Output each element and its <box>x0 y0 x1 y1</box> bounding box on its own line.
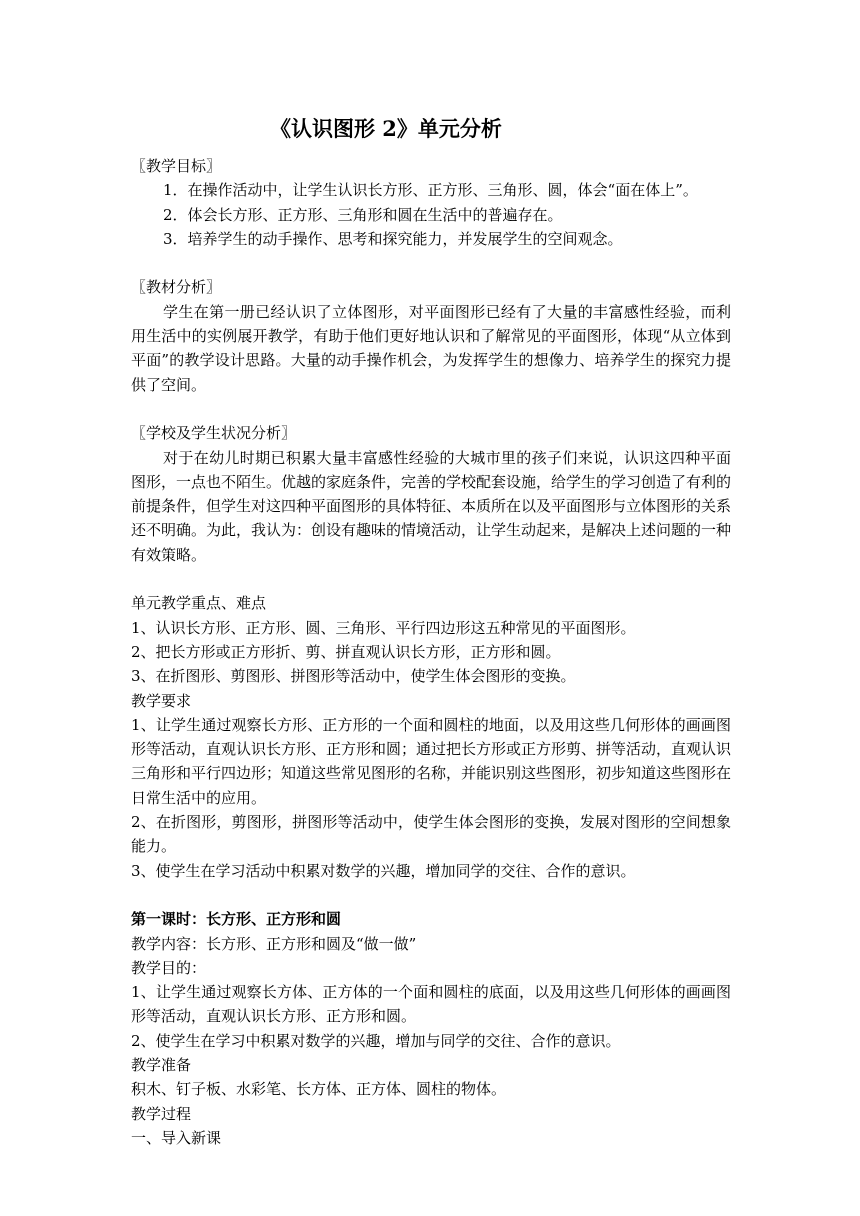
students-heading: 〖学校及学生状况分析〗 <box>131 424 297 443</box>
students-text: 对于在幼儿时期已积累大量丰富感性经验的大城市里的孩子们来说，认识这四种平面图形，一点也不陌生。优越的家庭条件，完善的学校配套设施，给学生的学习创造了有利的前提条件，但学生对这四种平面图形的具体特征、本质所在以及平面图形与立体图形的关系还不明确。为此，我认为：创设有趣味的情境活动，让学生动起来，是解决上述问题的一种有效策略。 <box>131 448 732 564</box>
document-page <box>131 114 731 1150</box>
lesson1-heading: 第一课时：长方形、正方形和圆 <box>131 910 342 929</box>
material-text: 学生在第一册已经认识了立体图形，对平面图形已经有了大量的丰富感性经验，而利用生活中的实例展开教学，有助于他们更好地认识和了解常见的平面图形，体现“从立体到平面”的教学设计思路。大量的动手操作机会，为发挥学生的想像力、培养学生的探究力提供了空间。 <box>131 302 731 394</box>
lesson1-purpose-item-1: 1、让学生通过观察长方体、正方体的一个面和圆柱的底面，以及用这些几何形体的画画图形等活动，直观认识长方形、正方形和圆。 <box>131 983 731 1026</box>
lesson1-prep-heading: 教学准备 <box>131 1055 192 1074</box>
goals-heading: 〖教学目标〗 <box>131 157 222 175</box>
requirement-item-2: 2、在折图形，剪图形，拼图形等活动中，使学生体会图形的变换，发展对图形的空间想象能力。 <box>131 813 731 856</box>
goal-item-3: 3．培养学生的动手操作、思考和探究能力，并发展学生的空间观念。 <box>163 229 623 248</box>
lesson1-process-heading: 教学过程 <box>131 1104 192 1123</box>
spacer <box>131 883 731 907</box>
keypoint-item-1: 1、认识长方形、正方形、圆、三角形、平行四边形这五种常见的平面图形。 <box>131 618 636 637</box>
requirement-item-1: 1、让学生通过观察长方形、正方形的一个面和圆柱的地面，以及用这些几何形体的画画图形等活动，直观认识长方形、正方形和圆；通过把长方形或正方形剪、拼等活动，直观认识三角形和平行四边形；知道这些常见图形的名称，并能识别这些图形，初步知道这些图形在日常生活中的应用。 <box>131 715 732 807</box>
goal-item-1: 1．在操作活动中，让学生认识长方形、正方形、三角形、圆，体会“面在体上”。 <box>163 181 698 200</box>
lesson1-purpose-heading: 教学目的： <box>131 958 207 977</box>
keypoints-heading: 单元教学重点、难点 <box>131 594 267 613</box>
material-heading: 〖教材分析〗 <box>131 278 222 297</box>
lesson1-prep-text: 积木、钉子板、水彩笔、长方体、正方体、圆柱的物体。 <box>131 1080 507 1099</box>
keypoint-item-2: 2、把长方形或正方形折、剪、拼直观认识长方形，正方形和圆。 <box>131 642 561 661</box>
document-title: 《认识图形 2》单元分析 <box>270 116 502 141</box>
keypoint-item-3: 3、在折图形、剪图形、拼图形等活动中，使学生体会图形的变换。 <box>131 667 576 686</box>
spacer <box>131 397 731 421</box>
goal-item-2: 2．体会长方形、正方形、三角形和圆在生活中的普遍存在。 <box>163 205 563 224</box>
requirements-heading: 教学要求 <box>131 691 192 710</box>
lesson1-purpose-item-2: 2、使学生在学习中积累对数学的兴趣，增加与同学的交往、合作的意识。 <box>131 1031 621 1050</box>
lesson1-process-step: 一、导入新课 <box>131 1128 222 1147</box>
spacer <box>131 251 731 275</box>
spacer <box>131 567 731 591</box>
requirement-item-3: 3、使学生在学习活动中积累对数学的兴趣，增加同学的交往、合作的意识。 <box>131 861 636 880</box>
lesson1-content: 教学内容：长方形、正方形和圆及“做一做” <box>131 934 417 953</box>
